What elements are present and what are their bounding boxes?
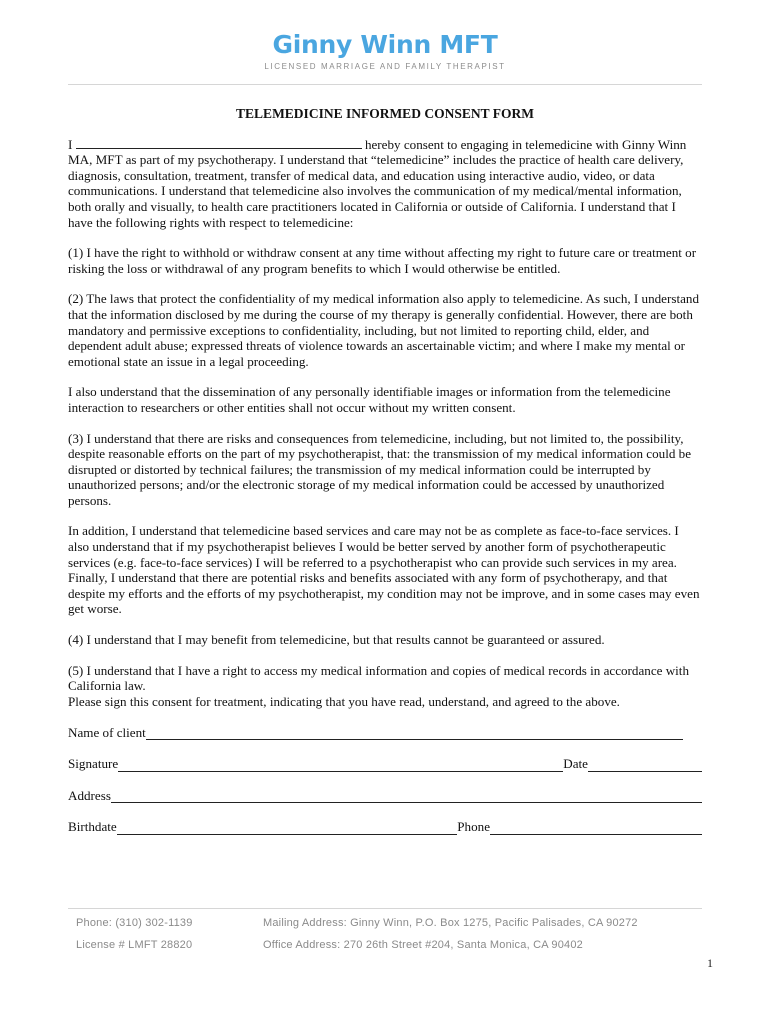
paragraph-access-records [68,663,702,710]
sign-instruction: Please sign this consent for treatment, indicating that you have read, understand, and agreed to the above. [68,693,620,709]
date-label: Date [563,756,588,772]
name-of-client-line[interactable] [146,727,683,740]
birthdate-line[interactable] [117,822,458,835]
intro-paragraph [68,137,702,231]
brand-logo-text: Ginny Winn MFT [272,30,498,59]
paragraph-dissemination: I also understand that the dissemination of any personally identifiable images or information from the telemedicine interaction to researchers or other entities shall not occur without my written consent. [68,384,671,415]
header-divider [68,84,702,85]
paragraph-benefit: (4) I understand that I may benefit from telemedicine, but that results cannot be guaranteed or assured. [68,632,605,648]
letterhead [0,30,770,71]
footer-phone: Phone: (310) 302-1139 [76,917,193,929]
signature-fields [68,724,702,835]
intro-text: hereby consent to engaging in telemedicine with Ginny Winn MA, MFT as part of my psychotherapy. I understand that “telemedicine” includes the practice of health care delivery, diagnosis, consultation, treatment, transfer of medical data, and education using interactive audio, video, or data communications. I understand that telemedicine also involves the communication of my medical/mental information, both orally and visually, to health care practitioners located in California or outside of California. I understand that I have the following rights with respect to telemedicine: [68,136,687,230]
footer-license: License # LMFT 28820 [76,939,193,951]
access-records-text: (5) I understand that I have a right to access my medical information and copies of medical records in accordance with California law. [68,662,689,694]
paragraph-in-addition: In addition, I understand that telemedicine based services and care may not be as complete as face-to-face services. I also understand that if my psychotherapist believes I would be better served by another form of psychotherapeutic services (e.g. face-to-face services) I will be referred to a psychotherapist who can provide such services in my area. Finally, I understand that there are potential risks and benefits associated with any form of psychotherapy, and that despite my efforts and the efforts of my psychotherapist, my condition may not be improve, and in some cases may even get worse. [68,523,700,617]
page-number: 1 [707,956,713,970]
brand-tagline: LICENSED MARRIAGE AND FAMILY THERAPIST [264,62,506,71]
birthdate-label: Birthdate [68,819,117,835]
footer-divider [68,908,702,909]
signature-line[interactable] [118,759,563,772]
footer [76,915,696,959]
footer-office-address: Office Address: 270 26th Street #204, Santa Monica, CA 90402 [263,939,583,951]
paragraph-confidentiality: (2) The laws that protect the confidentiality of my medical information also apply to telemedicine. As such, I understand that the information disclosed by me during the course of my therapy is generally confidential. However, there are both mandatory and permissive exceptions to confidentiality, including, but not limited to reporting child, elder, and dependent adult abuse; expressed threats of violence towards an ascertainable victim; and where I make my mental or emotional state an issue in a legal proceeding. [68,291,699,369]
phone-line[interactable] [490,822,702,835]
address-label: Address [68,787,111,803]
form-title: TELEMEDICINE INFORMED CONSENT FORM [236,106,534,121]
address-row [68,787,702,803]
name-of-client-row [68,724,702,740]
signature-label: Signature [68,756,119,772]
intro-prefix: I [68,136,73,152]
paragraph-risks: (3) I understand that there are risks and consequences from telemedicine, including, but not limited to, the possibility, despite reasonable efforts on the part of my psychotherapist, that: the transmission of my medical information could be disrupted or distorted by technical failures; the transmission of my medical information could be interrupted by unauthorized persons; and/or the electronic storage of my medical information could be accessed by unauthorized persons. [68,430,692,508]
address-line[interactable] [111,790,702,803]
footer-mailing-address: Mailing Address: Ginny Winn, P.O. Box 1275, Pacific Palisades, CA 90272 [263,917,638,929]
client-name-blank[interactable] [76,137,362,149]
consent-form-body [68,106,702,850]
signature-row [68,756,702,772]
phone-label: Phone [457,819,490,835]
date-line[interactable] [588,759,702,772]
paragraph-right-withdraw: (1) I have the right to withhold or withdraw consent at any time without affecting my right to future care or treatment or risking the loss or withdrawal of any program benefits to which I would otherwise be entitled. [68,245,697,276]
name-of-client-label: Name of client [68,724,146,740]
birthdate-row [68,819,702,835]
